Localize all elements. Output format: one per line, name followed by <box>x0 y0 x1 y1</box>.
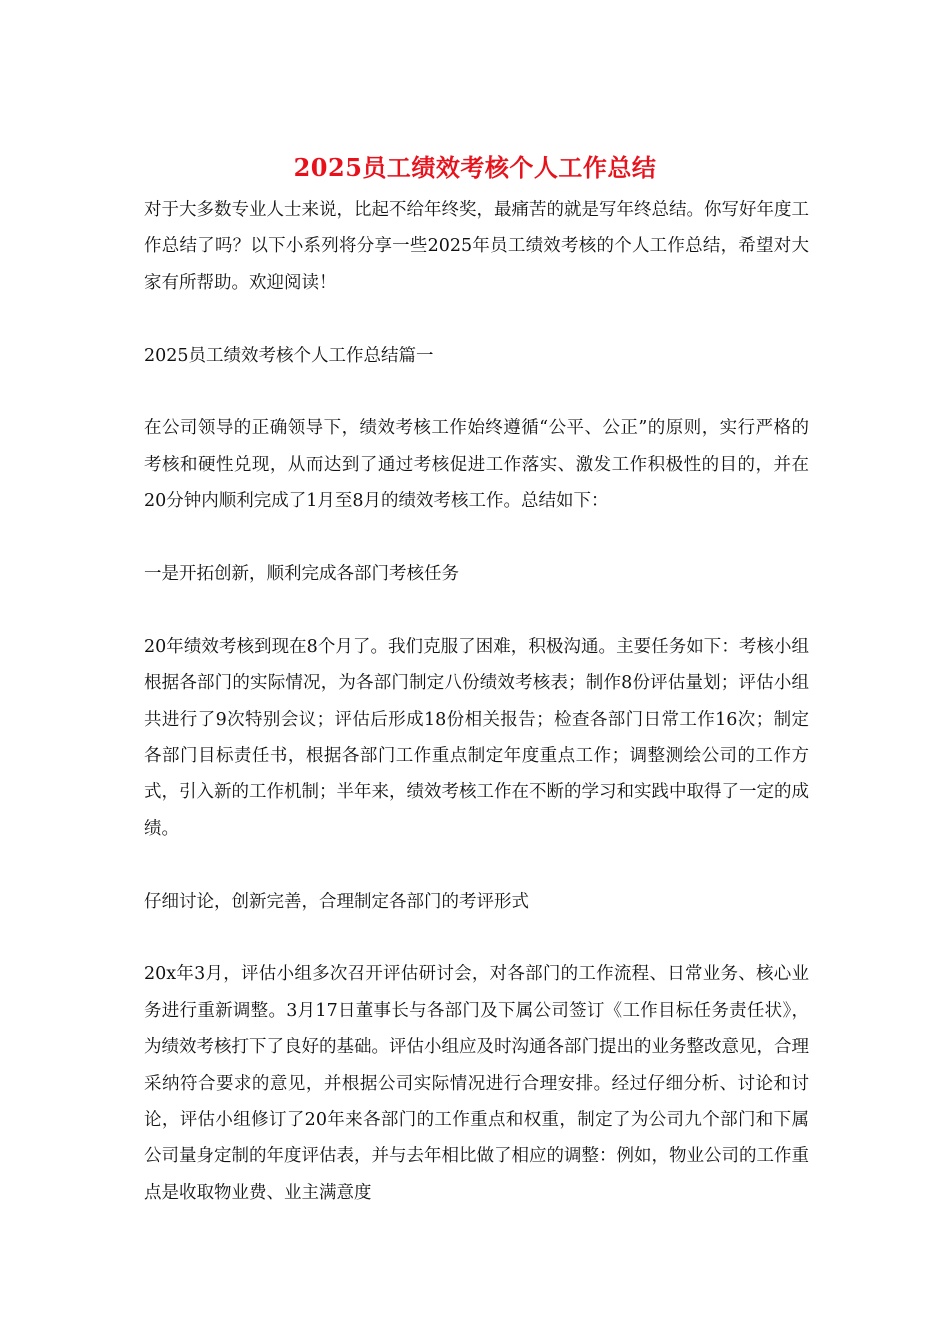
intro-paragraph: 对于大多数专业人士来说，比起不给年终奖，最痛苦的就是写年终总结。你写好年度工作总结了吗？以下小系列将分享一些2025年员工绩效考核的个人工作总结，希望对大家有所帮助。欢迎阅读！ <box>144 200 809 293</box>
body-paragraph: 20x年3月，评估小组多次召开评估研讨会，对各部门的工作流程、日常业务、核心业务进行重新调整。3月17日董事长与各部门及下属公司签订《工作目标任务责任状》，为绩效考核打下了良好的基础。评估小组应及时沟通各部门提出的业务整改意见，合理采纳符合要求的意见，并根据公司实际情况进行合理安排。经过仔细分析、讨论和讨论，评估小组修订了20年来各部门的工作重点和权重，制定了为公司九个部门和下属公司量身定制的年度评估表，并与去年相比做了相应的调整：例如，物业公司的工作重点是收取物业费、业主满意度 <box>144 964 809 1203</box>
subsection-heading: 仔细讨论，创新完善，合理制定各部门的考评形式 <box>144 891 529 912</box>
document-body <box>144 192 809 1248</box>
body-paragraph: 20年绩效考核到现在8个月了。我们克服了困难，积极沟通。主要任务如下：考核小组根据各部门的实际情况，为各部门制定八份绩效考核表；制作8份评估量划；评估小组共进行了9次特别会议；评估后形成18份相关报告；检查各部门日常工作16次；制定各部门目标责任书，根据各部门工作重点制定年度重点工作；调整测绘公司的工作方式，引入新的工作机制；半年来，绩效考核工作在不断的学习和实践中取得了一定的成绩。 <box>144 636 809 839</box>
body-paragraph: 在公司领导的正确领导下，绩效考核工作始终遵循“公平、公正”的原则，实行严格的考核和硬性兑现，从而达到了通过考核促进工作落实、激发工作积极性的目的，并在20分钟内顺利完成了1月至8月的绩效考核工作。总结如下： <box>144 418 809 512</box>
subsection-heading: 一是开拓创新，顺利完成各部门考核任务 <box>144 564 459 585</box>
section-heading: 2025员工绩效考核个人工作总结篇一 <box>144 345 434 366</box>
document-title: 2025员工绩效考核个人工作总结 <box>293 153 657 182</box>
